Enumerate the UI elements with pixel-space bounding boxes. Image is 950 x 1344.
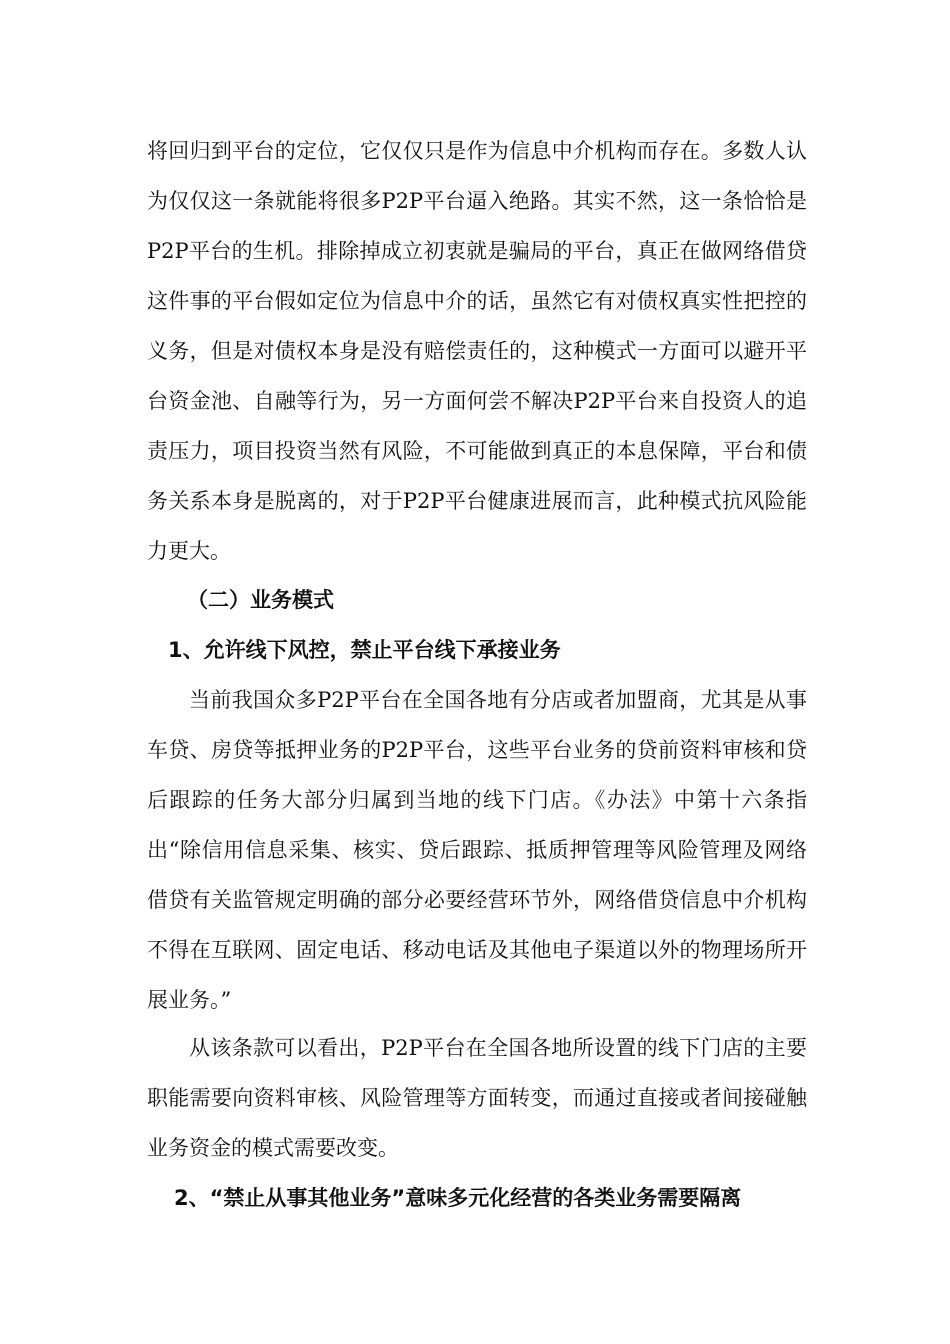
subheading-offline-risk-control: 1、允许线下风控，禁止平台线下承接业务 — [168, 638, 561, 662]
subheading-prohibit-other-business: 2、“禁止从事其他业务”意味多元化经营的各类业务需要隔离 — [174, 1186, 742, 1210]
paragraph-offline-stores: 当前我国众多P2P平台在全国各地有分店或者加盟商，尤其是从事车贷、房贷等抵押业务的P2P平台，这些平台业务的贷前资料审核和贷后跟踪的任务大部分归属到当地的线下门店。《办法》中第十六条指出“除信用信息采集、核实、贷后跟踪、抵质押管理等风险管理及网络借贷有关监管规定明确的部分必要经营环节外，网络借贷信息中介机构不得在互联网、固定电话、移动电话及其他电子渠道以外的物理场所开展业务。” — [147, 688, 807, 1012]
paragraph-store-function-change: 从该条款可以看出，P2P平台在全国各地所设置的线下门店的主要职能需要向资料审核、风险管理等方面转变，而通过直接或者间接碰触业务资金的模式需要改变。 — [147, 1036, 807, 1160]
paragraph-platform-positioning: 将回归到平台的定位，它仅仅只是作为信息中介机构而存在。多数人认为仅仅这一条就能将很多P2P平台逼入绝路。其实不然，这一条恰恰是P2P平台的生机。排除掉成立初衷就是骗局的平台，真正在做网络借贷这件事的平台假如定位为信息中介的话，虽然它有对债权真实性把控的义务，但是对债权本身是没有赔偿责任的，这种模式一方面可以避开平台资金池、自融等行为，另一方面何尝不解决P2P平台来自投资人的追责压力，项目投资当然有风险，不可能做到真正的本息保障，平台和债务关系本身是脱离的，对于P2P平台健康进展而言，此种模式抗风险能力更大。 — [147, 139, 807, 563]
section-heading-business-model: （二）业务模式 — [187, 588, 334, 612]
